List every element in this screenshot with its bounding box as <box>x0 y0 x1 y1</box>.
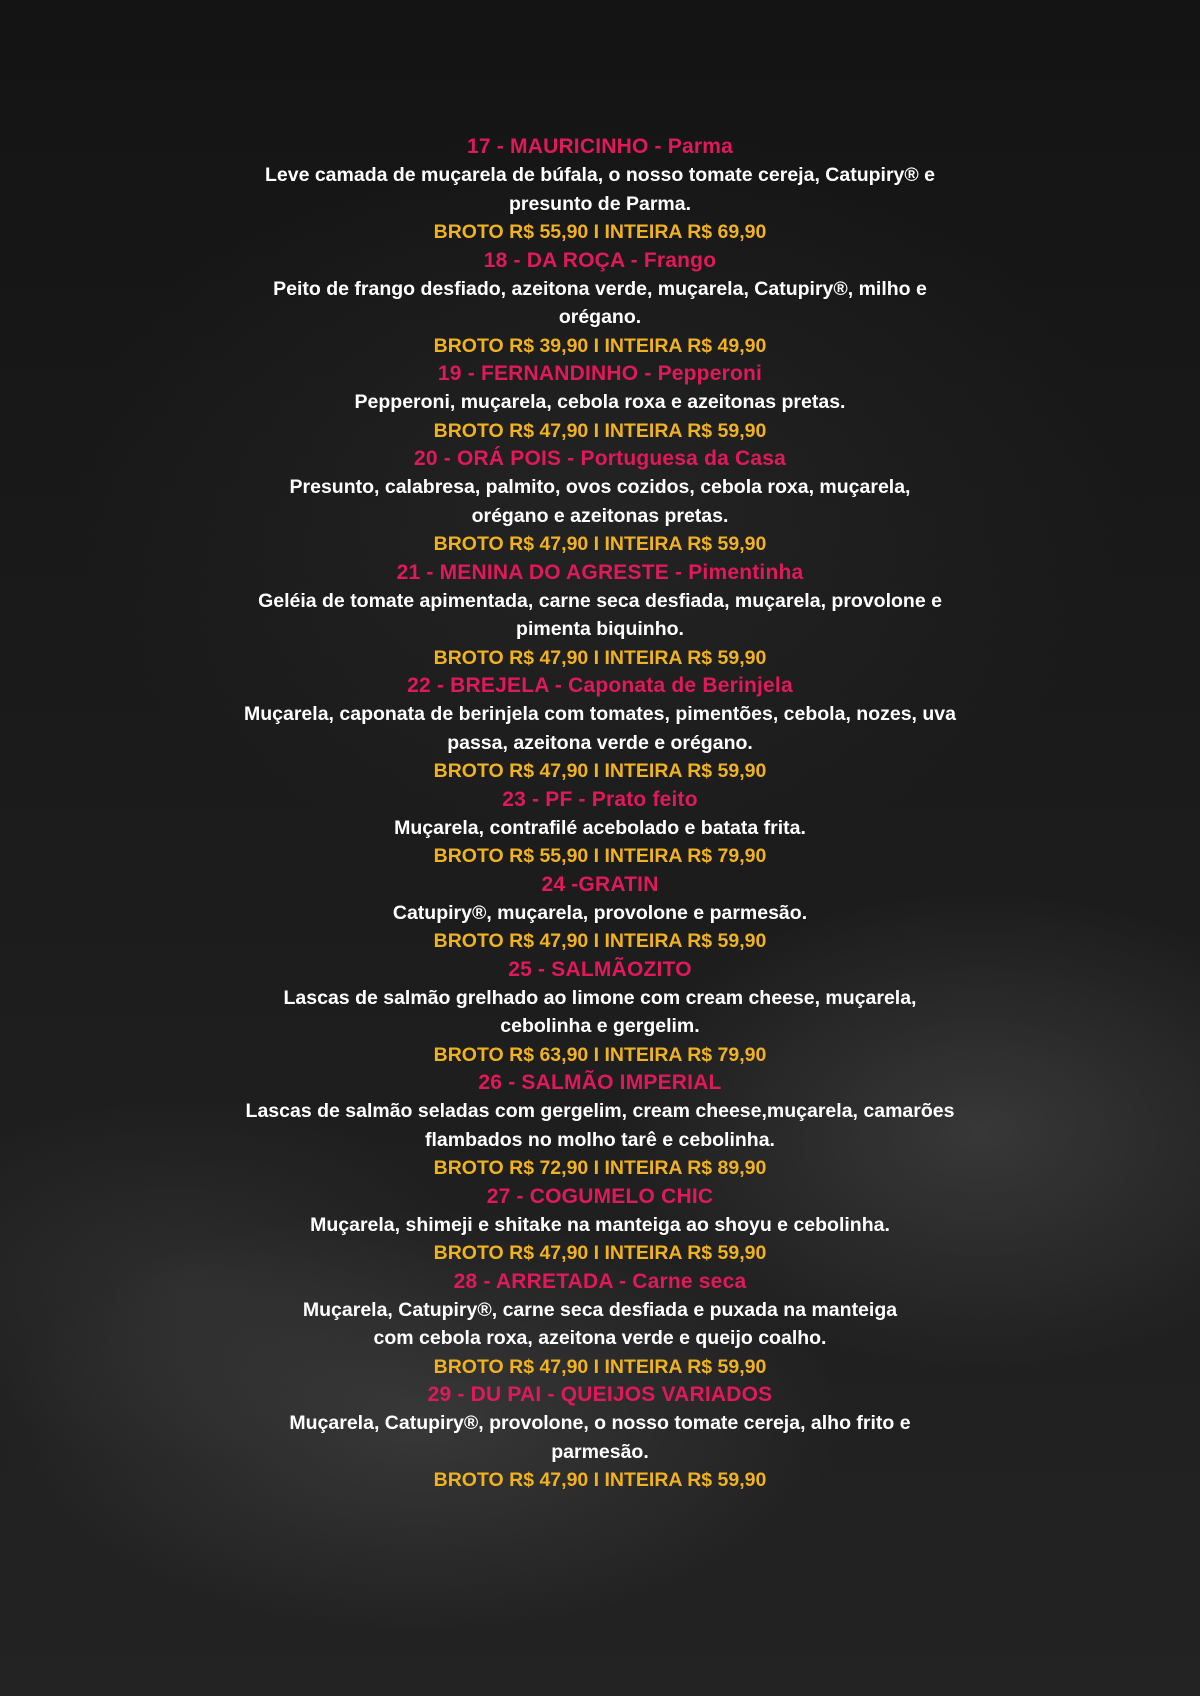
item-title: 17 - MAURICINHO - Parma <box>467 135 733 158</box>
item-price: BROTO R$ 47,90 I INTEIRA R$ 59,90 <box>433 1469 767 1491</box>
menu-item-17 <box>0 133 1200 247</box>
item-description-line: Geléia de tomate apimentada, carne seca desfiada, muçarela, provolone e <box>258 589 942 612</box>
item-title: 23 - PF - Prato feito <box>502 787 698 811</box>
menu-item-19 <box>0 360 1200 445</box>
item-title: 27 - COGUMELO CHIC <box>486 1184 714 1208</box>
item-description-line: Muçarela, contrafilé acebolado e batata frita. <box>394 816 806 839</box>
item-description-line: orégano. <box>558 306 642 328</box>
item-description-line: cebolinha e gergelim. <box>500 1015 700 1037</box>
item-title: 21 - MENINA DO AGRESTE - Pimentinha <box>396 560 804 584</box>
item-title: 29 - DU PAI - QUEIJOS VARIADOS <box>427 1383 773 1406</box>
item-title: 22 - BREJELA - Caponata de Berinjela <box>407 674 793 697</box>
item-price: BROTO R$ 55,90 I INTEIRA R$ 69,90 <box>433 221 767 243</box>
item-price: BROTO R$ 55,90 I INTEIRA R$ 79,90 <box>433 845 767 867</box>
pizza-menu-list <box>0 133 1200 1495</box>
menu-item-26 <box>0 1069 1200 1183</box>
item-price: BROTO R$ 47,90 I INTEIRA R$ 59,90 <box>433 930 767 952</box>
item-description-line: orégano e azeitonas pretas. <box>471 504 729 527</box>
menu-item-28 <box>0 1268 1200 1382</box>
menu-item-27 <box>0 1183 1200 1268</box>
menu-item-20 <box>0 445 1200 559</box>
menu-item-18 <box>0 247 1200 361</box>
item-description-line: Presunto, calabresa, palmito, ovos cozidos, cebola roxa, muçarela, <box>289 476 911 498</box>
item-price: BROTO R$ 63,90 I INTEIRA R$ 79,90 <box>433 1043 767 1066</box>
item-description-line: Pepperoni, muçarela, cebola roxa e azeitonas pretas. <box>354 391 846 413</box>
item-description-line: Catupiry®, muçarela, provolone e parmesão. <box>392 901 808 924</box>
menu-item-21 <box>0 559 1200 673</box>
item-title: 20 - ORÁ POIS - Portuguesa da Casa <box>413 447 787 470</box>
item-description-line: com cebola roxa, azeitona verde e queijo coalho. <box>373 1327 827 1349</box>
menu-item-25 <box>0 956 1200 1070</box>
item-title: 18 - DA ROÇA - Frango <box>483 248 717 272</box>
item-price: BROTO R$ 47,90 I INTEIRA R$ 59,90 <box>433 646 767 669</box>
menu-item-24 <box>0 871 1200 956</box>
item-description-line: Muçarela, Catupiry®, provolone, o nosso tomate cereja, alho frito e <box>289 1412 911 1434</box>
item-price: BROTO R$ 47,90 I INTEIRA R$ 59,90 <box>433 1242 767 1264</box>
menu-item-23 <box>0 786 1200 871</box>
item-description-line: Leve camada de muçarela de búfala, o nosso tomate cereja, Catupiry® e <box>264 164 936 186</box>
item-description-line: passa, azeitona verde e orégano. <box>447 731 753 754</box>
item-description-line: flambados no molho tarê e cebolinha. <box>425 1128 775 1151</box>
item-price: BROTO R$ 72,90 I INTEIRA R$ 89,90 <box>433 1157 767 1179</box>
item-price: BROTO R$ 47,90 I INTEIRA R$ 59,90 <box>433 1355 767 1378</box>
item-description-line: parmesão. <box>551 1440 649 1463</box>
item-price: BROTO R$ 47,90 I INTEIRA R$ 59,90 <box>433 533 767 555</box>
item-description-line: Lascas de salmão grelhado ao limone com cream cheese, muçarela, <box>283 986 917 1009</box>
item-description-line: Peito de frango desfiado, azeitona verde, muçarela, Catupiry®, milho e <box>273 277 927 300</box>
item-description-line: Muçarela, shimeji e shitake na manteiga ao shoyu e cebolinha. <box>310 1213 890 1236</box>
item-price: BROTO R$ 47,90 I INTEIRA R$ 59,90 <box>433 760 767 782</box>
item-title: 28 - ARRETADA - Carne seca <box>453 1269 747 1293</box>
menu-item-29 <box>0 1381 1200 1495</box>
item-description-line: presunto de Parma. <box>508 192 692 215</box>
item-title: 26 - SALMÃO IMPERIAL <box>478 1071 722 1094</box>
item-description-line: Muçarela, caponata de berinjela com tomates, pimentões, cebola, nozes, uva <box>244 703 956 725</box>
menu-item-22 <box>0 672 1200 786</box>
item-description-line: Lascas de salmão seladas com gergelim, cream cheese,muçarela, camarões <box>245 1100 955 1122</box>
item-description-line: pimenta biquinho. <box>516 618 684 640</box>
item-price: BROTO R$ 47,90 I INTEIRA R$ 59,90 <box>433 419 767 442</box>
item-title: 19 - FERNANDINHO - Pepperoni <box>437 362 763 385</box>
item-title: 25 - SALMÃOZITO <box>508 957 692 981</box>
item-description-line: Muçarela, Catupiry®, carne seca desfiada e puxada na manteiga <box>302 1298 898 1321</box>
item-title: 24 -GRATIN <box>541 872 659 896</box>
item-price: BROTO R$ 39,90 I INTEIRA R$ 49,90 <box>433 334 767 357</box>
